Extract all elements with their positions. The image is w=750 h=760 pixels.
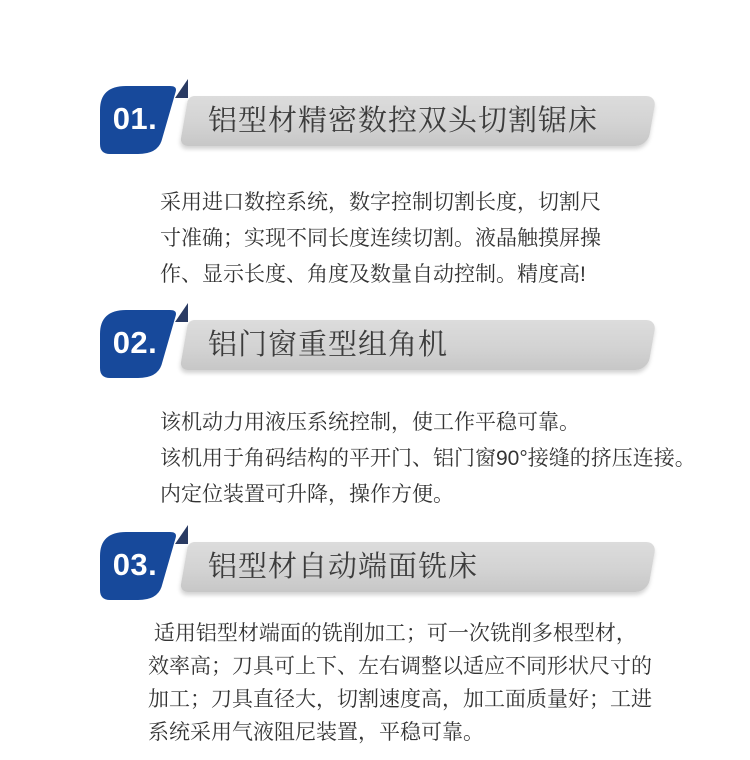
section-03-number: 03. [112,547,158,582]
text-line: 系统采用气液阻尼装置，平稳可靠。 [148,721,484,744]
section-02-title: 铝门窗重型组角机 [208,329,449,361]
section-03-banner [180,542,657,592]
section-02-badge [100,310,178,378]
text-line: 寸准确；实现不同长度连续切割。液晶触摸屏操 [160,227,601,250]
text-line: 该机动力用液压系统控制，使工作平稳可靠。 [160,411,580,434]
text-line: 内定位装置可升降，操作方便。 [160,483,454,506]
text-line: 作、显示长度、角度及数量自动控制。精度高! [160,263,586,286]
section-02-banner [180,320,657,370]
text-line: 该机用于角码结构的平开门、铝门窗90°接缝的挤压连接。 [160,447,696,470]
section-01-badge [100,86,178,154]
text-line: 采用进口数控系统，数字控制切割长度，切割尺 [160,191,601,214]
text-line: 效率高；刀具可上下、左右调整以适应不同形状尺寸的 [148,655,652,678]
section-02-header [100,310,680,380]
section-03-badge [100,532,178,600]
section-02-description [160,405,696,513]
section-01-header [100,86,680,156]
section-03-description [148,617,652,749]
section-01-number: 01. [112,101,158,136]
text-line: 适用铝型材端面的铣削加工；可一次铣削多根型材， [148,622,637,645]
section-02-number: 02. [112,325,158,360]
section-01-banner [180,96,657,146]
section-03-title: 铝型材自动端面铣床 [208,551,479,583]
section-01-description [160,185,601,293]
section-03-header [100,532,680,602]
section-01-title: 铝型材精密数控双头切割锯床 [208,105,599,137]
text-line: 加工；刀具直径大，切割速度高，加工面质量好；工进 [148,688,652,711]
